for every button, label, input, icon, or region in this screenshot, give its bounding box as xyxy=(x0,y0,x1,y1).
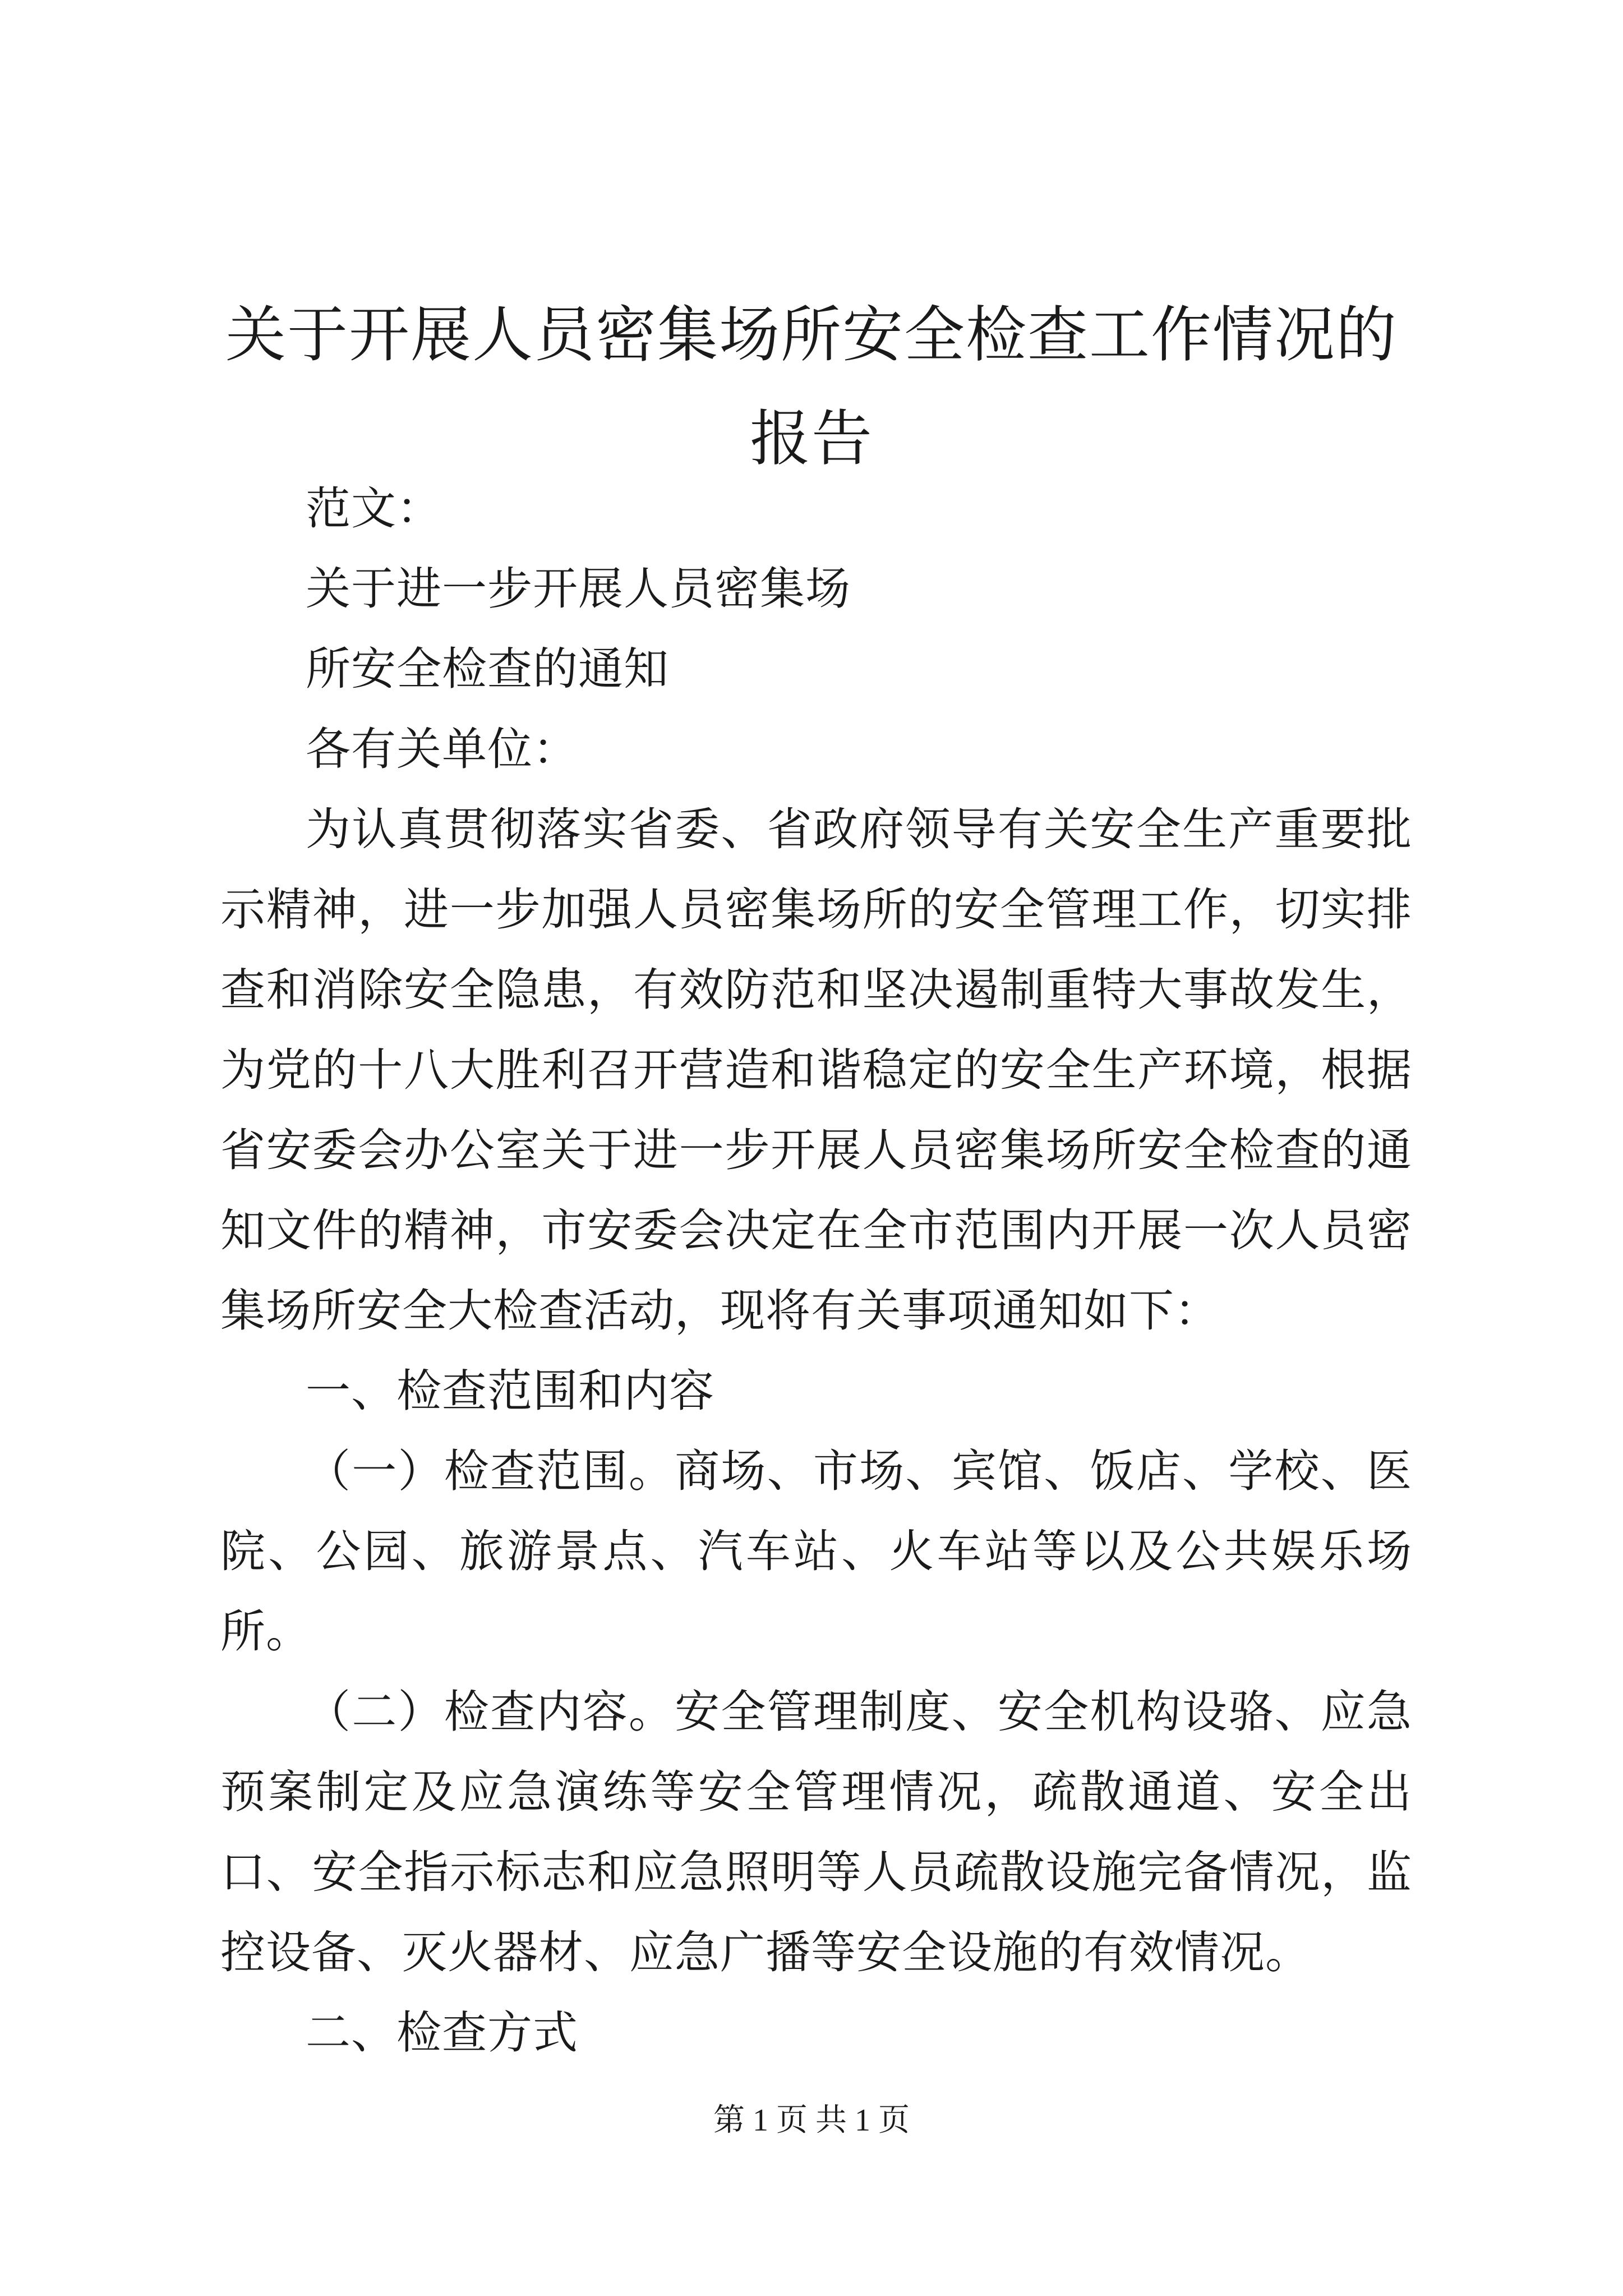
section-heading: 一、检查范围和内容 xyxy=(306,1365,714,1417)
section-heading: 二、检查方式 xyxy=(306,2007,578,2059)
paragraph: （二）检查内容。安全管理制度、安全机构设骆、应急预案制定及应急演练等安全管理情况，疏散通道、安全出口、安全指示标志和应急照明等人员疏散设施完备情况，监控设备、灭火器材、应急广播等安全设施的有效情况。 xyxy=(220,1686,1412,1978)
paragraph: 范文： xyxy=(306,482,442,535)
document-body xyxy=(220,468,1412,2073)
document-title: 关于开展人员密集场所安全检查工作情况的报告 xyxy=(225,300,1398,474)
paragraph: （一）检查范围。商场、市场、宾馆、饭店、学校、医院、公园、旅游景点、汽车站、火车站等以及公共娱乐场所。 xyxy=(220,1445,1412,1658)
paragraph: 各有关单位： xyxy=(306,723,578,775)
page-footer: 第 1 页 共 1 页 xyxy=(713,2103,910,2138)
paragraph: 关于进一步开展人员密集场 xyxy=(306,563,851,615)
paragraph: 为认真贯彻落实省委、省政府领导有关安全生产重要批示精神，进一步加强人员密集场所的安全管理工作，切实排查和消除安全隐患，有效防范和坚决遏制重特大事故发生，为党的十八大胜利召开营造和谐稳定的安全生产环境，根据省安委会办公室关于进一步开展人员密集场所安全检查的通知文件的精神，市安委会决定在全市范围内开展一次人员密集场所安全大检查活动，现将有关事项通知如下： xyxy=(220,803,1412,1337)
paragraph: 所安全检查的通知 xyxy=(306,643,669,695)
